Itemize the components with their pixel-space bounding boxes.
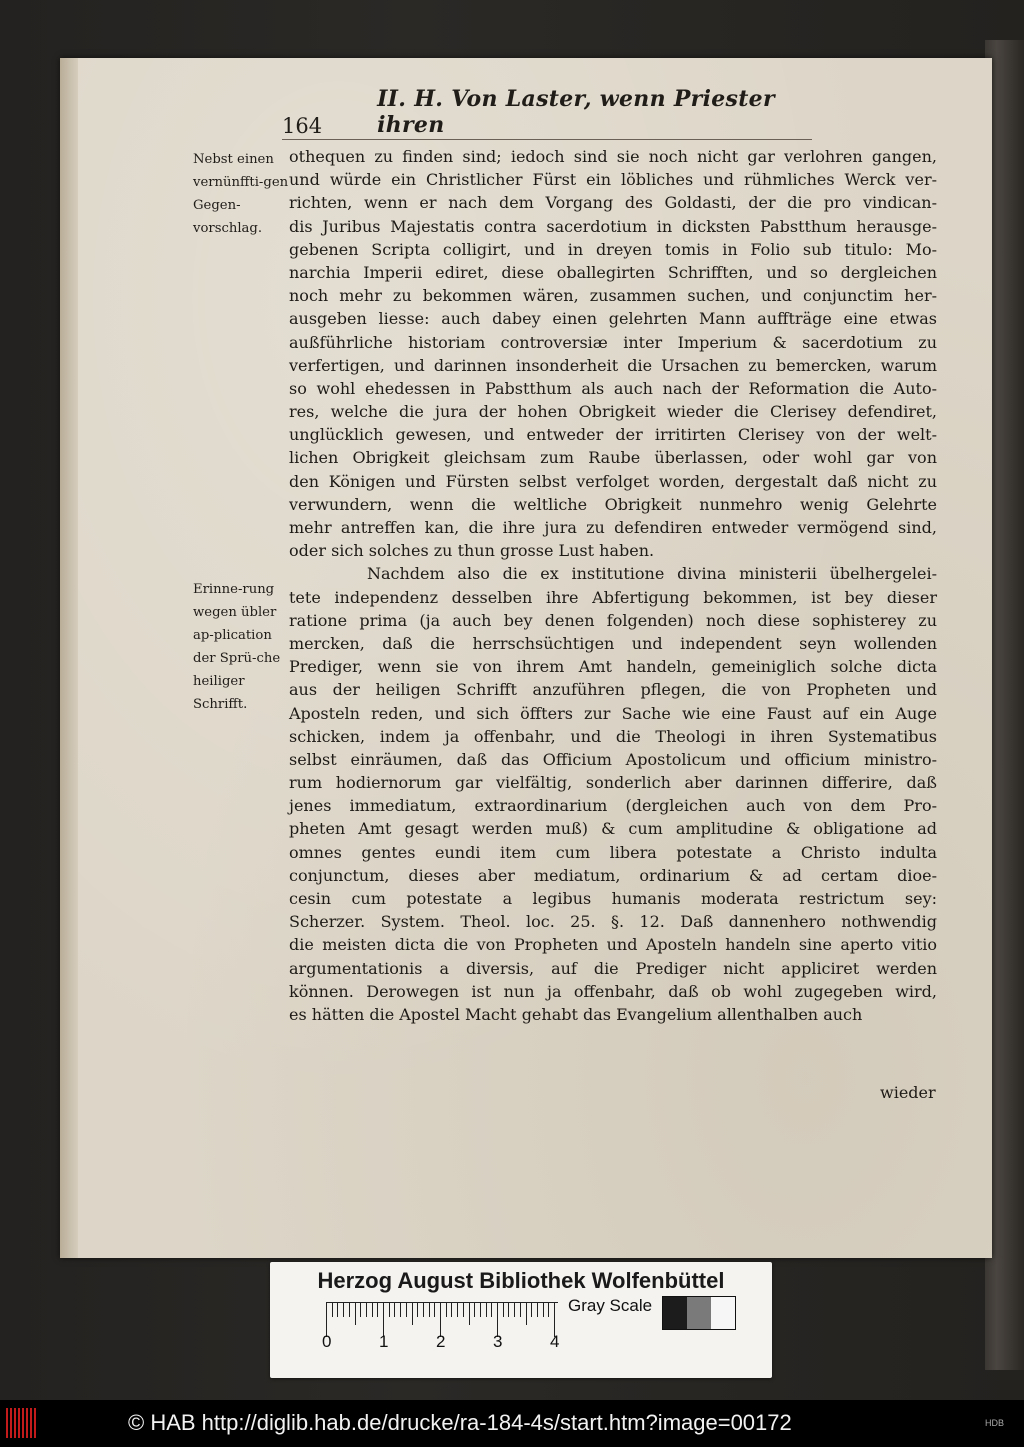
gray-patch-dark [663,1297,687,1329]
text-line: selbst einräumen, daß das Officium Apostolicum und officium ministro- [289,749,937,769]
text-line: Nachdem also die ex institutione divina ministerii übelhergelei- [367,564,937,584]
text-line: noch mehr zu bekommen wären, zusammen suchen, und conjunctim her- [289,286,937,306]
text-line: tete independenz desselben ihre Abfertigung bekommen, ist bey dieser [289,587,937,607]
footer-bar [0,1400,1024,1447]
text-line: ratione prima (ja auch bey denen folgenden) noch diese sophisterey zu [289,610,937,630]
text-line: es hätten die Apostel Macht gehabt das Evangelium allenthalben auch [289,1004,863,1024]
ruler-tick [543,1303,544,1317]
text-line: oder sich solches zu thun grosse Lust haben. [289,541,655,561]
ruler-tick [417,1303,418,1317]
ruler-tick [394,1303,395,1317]
text-line: mercken, daß die herrschsüchtigen und independent seyn wollenden [289,633,937,653]
ruler-tick [400,1303,401,1317]
ruler-tick [480,1303,481,1317]
running-title: II. H. Von Laster, wenn Priester ihren [377,86,775,138]
ruler-number: 3 [493,1332,503,1351]
ruler-tick [355,1303,356,1325]
ruler-tick [412,1303,413,1325]
text-line: pheten Amt gesagt werden muß) & cum amplitudine & obligatione ad [289,819,937,839]
text-line: res, welche die jura der hohen Obrigkeit wieder die Clerisey defendiret, [289,402,937,422]
text-line: Scherzer. System. Theol. loc. 25. §. 12. Daß dannenhero nothwendig [289,912,937,932]
ruler-tick [332,1303,333,1317]
ruler-tick [514,1303,515,1317]
text-line: den Königen und Fürsten selbst verfolget worden, dergestalt daß nicht zu [289,471,937,491]
ruler-tick [360,1303,361,1317]
ruler-tick [486,1303,487,1317]
text-line: schicken, indem ja offenbahr, und die Theologi in ihren Systematibus [289,726,937,746]
ruler-tick [526,1303,527,1325]
ruler-tick [457,1303,458,1317]
body-text [289,145,937,1026]
footer-copyright-url[interactable]: © HAB http://diglib.hab.de/drucke/ra-184-4s/start.htm?image=00172 [128,1410,792,1435]
text-line: richten, wenn er nach dem Vorgang des Goldasti, der die pro vindican- [289,193,937,213]
gray-scale-label: Gray Scale [568,1296,653,1315]
margin-note: Nebst einen vernünffti-gen Gegen-vorschlag. [193,152,289,236]
ruler-number: 1 [379,1332,389,1351]
ruler-tick [503,1303,504,1317]
ruler-number: 2 [436,1332,446,1351]
gray-patch-mid [687,1297,711,1329]
header-rule [282,139,812,140]
text-line: jenes immediatum, extraordinarium (dergleichen auch von dem Pro- [289,796,937,816]
ruler-tick [531,1303,532,1317]
ruler-tick [463,1303,464,1317]
text-line: aus der heiligen Schrifft anzuführen pflegen, die von Propheten und [289,680,937,700]
ruler-tick [372,1303,373,1317]
text-line: cesin cum potestate a legibus humanis moderata restrictum sey: [289,889,937,908]
ruler-tick [520,1303,521,1317]
ruler-tick [349,1303,350,1317]
margin-note: Erinne-rung wegen übler ap-plication der Sprü-che heiliger Schrifft. [193,582,281,712]
page-gutter-shadow [60,58,78,1258]
text-line: und würde ein Christlicher Fürst ein löbliches und rühmliches Werck ver- [289,170,937,190]
text-line: ausgeben liesse: auch dabey einen gelehrten Mann auffträge eine etwas [289,309,937,329]
text-line: die meisten dicta die von Propheten und Aposteln handeln sine aperto vitio [289,935,937,955]
text-line: mehr antreffen kan, die ihre jura zu defendiren entweder vermögend sind, [289,518,937,537]
text-line: othequen zu finden sind; iedoch sind sie noch nicht gar verlohren gangen, [289,147,937,166]
ruler-tick [537,1303,538,1317]
text-line: narchia Imperii ediret, diese oballegirten Schrifften, und so dergleichen [289,262,937,282]
text-line: lichen Obrigkeit gleichsam zum Raube überlassen, oder wohl gar von [289,448,937,468]
ruler-tick [451,1303,452,1317]
text-line: Prediger, wenn sie von ihrem Amt handeln, gemeiniglich solche dicta [289,657,937,677]
ruler-tick [446,1303,447,1317]
gray-patch-light [711,1297,735,1329]
gray-scale-patches [662,1296,736,1330]
text-line: gebenen Scripta colligirt, und in dreyen tomis in Folio sub titulo: Mo- [289,239,937,259]
hab-logo-icon [6,1408,38,1438]
catchword: wieder [880,1083,936,1102]
color-calibration-card [270,1262,772,1378]
library-name: Herzog August Bibliothek Wolfenbüttel [317,1268,725,1293]
text-line: argumentationis a diversis, auf die Prediger nicht appliciret werden [289,958,937,978]
ruler-tick [337,1303,338,1317]
text-line: omnes gentes eundi item cum libera potestate a Christo indulta [289,842,937,862]
page-header [282,86,812,138]
text-line: verfertigen, und darinnen insonderheit die Ursachen zu bemercken, warum [289,355,937,375]
ruler-tick [343,1303,344,1317]
text-line: Aposteln reden, und sich öffters zur Sache wie eine Faust auf ein Auge [289,703,937,723]
text-line: unglücklich gewesen, und entweder der irritirten Clerisey von der welt- [289,425,937,445]
ruler-number: 0 [322,1332,332,1351]
ruler-tick [406,1303,407,1317]
ruler-number: 4 [550,1332,560,1351]
text-line: conjunctum, dieses aber mediatum, ordinarium & ad certam dioe- [289,865,937,885]
ruler-tick [389,1303,390,1317]
ruler-tick [469,1303,470,1325]
ruler-tick [434,1303,435,1317]
ruler-tick [429,1303,430,1317]
ruler-tick [474,1303,475,1317]
text-line: verwundern, wenn die weltliche Obrigkeit nunmehro wenig Gelehrte [289,494,937,514]
text-line: dis Juribus Majestatis contra sacerdotium in dicksten Pabstthum herausge- [289,216,937,236]
ruler-tick [423,1303,424,1317]
ruler-tick [377,1303,378,1317]
text-line: außführliche historiam controversiæ inter Imperium & sacerdotium zu [289,332,937,352]
text-line: können. Derowegen ist nun ja offenbahr, daß ob wohl zugegeben wird, [289,981,937,1001]
ruler-tick [548,1303,549,1317]
ruler-tick [508,1303,509,1317]
page-number: 164 [282,114,323,138]
text-line: rum hodiernorum gar vielfältig, sonderlich aber darinnen differire, daß [289,773,937,793]
ruler-tick [491,1303,492,1317]
footer-mark: HDB [985,1418,1005,1428]
text-line: so wohl ehedessen in Pabstthum als auch nach der Reformation die Auto- [289,378,937,398]
ruler-tick [366,1303,367,1317]
